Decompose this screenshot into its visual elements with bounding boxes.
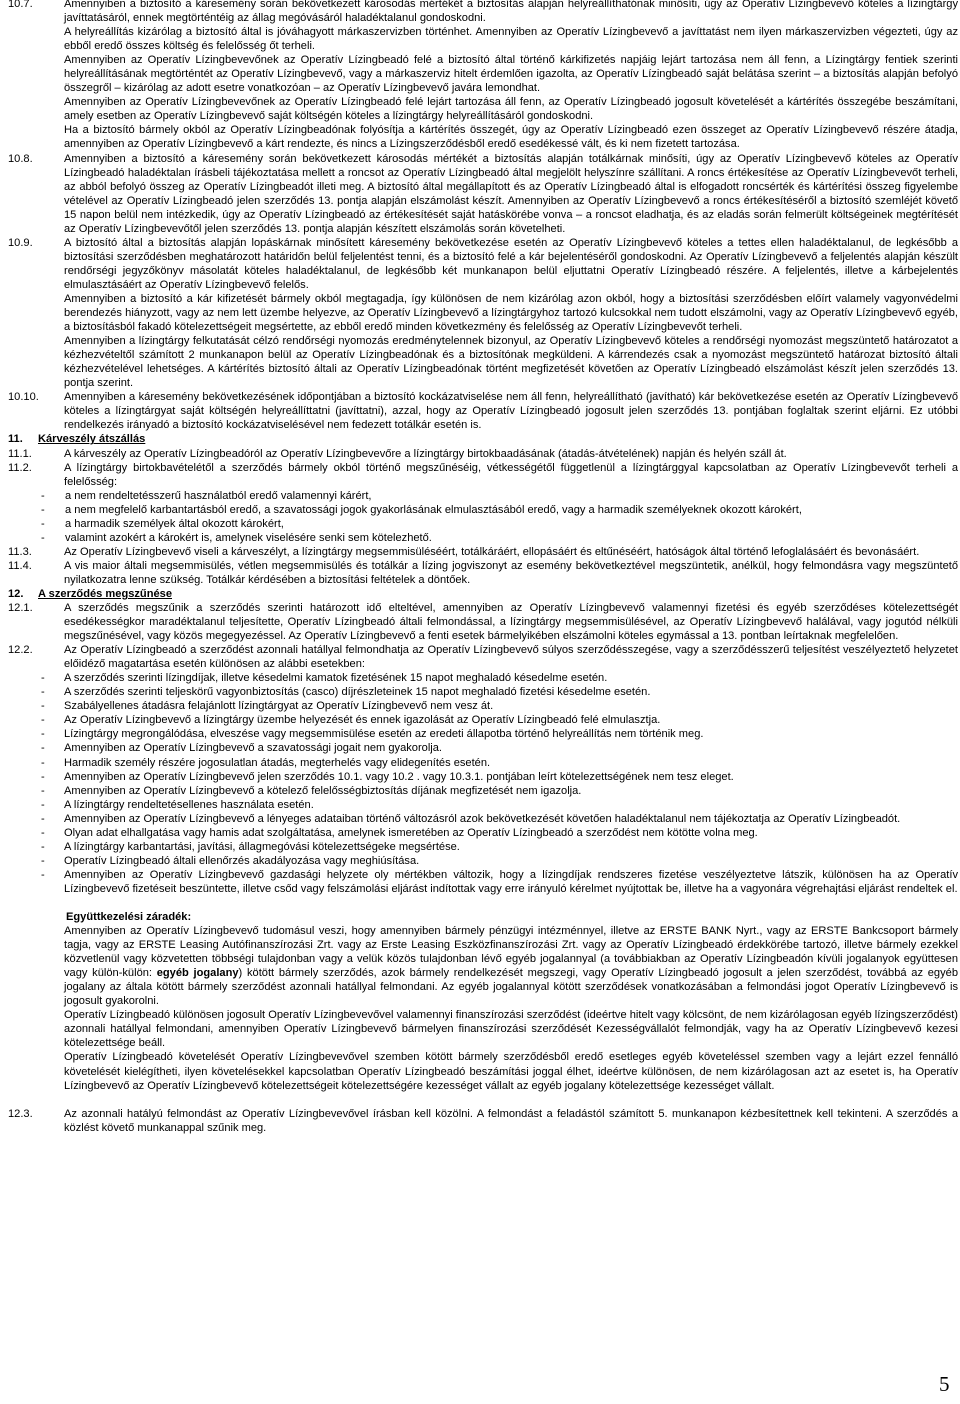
numbered-paragraph xyxy=(0,545,960,559)
list-item xyxy=(0,671,960,685)
list-item-text: Amennyiben az Operatív Lízingbevevő a szavatossági jogait nem gyakorolja. xyxy=(64,742,443,755)
paragraph-number: 10.9. xyxy=(8,236,33,249)
list-item-text: Operatív Lízingbeadó általi ellenőrzés akadályozása vagy meghiúsítása. xyxy=(64,854,420,867)
numbered-paragraph xyxy=(0,461,960,489)
paragraph: Operatív Lízingbeadó követelését Operatív Lízingbevevővel szemben kötött bármely szerződésből eredő esetleges egyéb követeléssel szemben vagy a lejárt ezzel fennálló követelését kielégítheti, ilyen követelésekkel kapcsolatban Operatív Lízingbeadó beszámítási joggal élhet, ideértve különösen, de nem kizárólagosan azt az esetet is, ha Operatív Lízingbevevő az Operatív Lízingbevevő kötelezettségeit kötelezettségére kezességet vállalt az egyéb jogalany kötelezettsége kezességet vállalt. xyxy=(64,1051,958,1092)
list-item-text: a harmadik személyek által okozott károkért, xyxy=(65,517,284,530)
paragraph-text: Az Operatív Lízingbeadó a szerződést azonnali hatállyal felmondhatja az Operatív Lízingbevevő súlyos szerződésszegése, vagy a szerződésszerű teljesítést veszélyeztető helyzetet előidéző magatartása esetén különösen az alábbi esetekben: xyxy=(64,644,958,671)
section-heading xyxy=(0,587,960,601)
paragraph-text: Amennyiben a biztosító a káresemény során bekövetkezett károsodás mértékét a biztosítás alapján totálkárnak minősíti, úgy az Operatív Lízingbevevő köteles az Operatív Lízingbeadó haladéktalan írásbeli tájékoztatása mellett a roncsot az Operatív Lízingbeadó által megjelölt helyszínre szállítani. A roncs értékesítése az Operatív Lízingbevevőt terheli, az abból befolyó összeg az Operatív Lízingbeadót illeti meg. A biztosító által megállapított és az Operatív Lízingbeadó által is elfogadott roncsérték és kártérítési összeg figyelembe vételével az Operatív Lízingbeadó jelen szerződés 13. pontja alapján elszámolást készít. Amennyiben az Operatív Lízingbevevő a roncs értékesítéséről a biztosító szemléjét követő 15 napon belül nem intézkedik, úgy az Operatív Lízingbeadó az értékesítését saját hatáskörébe vonva – a roncsot eladhatja, és az eladás során felmerült költségeinek megtérítését az Operatív Lízingbevevőtől jelen szerződés 13. pontja alapján készített elszámolás során követelheti. xyxy=(64,152,958,235)
list-item xyxy=(0,517,960,531)
list-item xyxy=(0,798,960,812)
numbered-paragraph xyxy=(0,236,960,292)
paragraph-number: 10.10. xyxy=(8,391,39,404)
bold-term: egyéb jogalany xyxy=(156,967,239,980)
section-heading xyxy=(0,432,960,446)
list-item xyxy=(0,826,960,840)
dash-bullet: - xyxy=(41,770,45,783)
paragraph-number: 11.2. xyxy=(8,461,32,474)
list-item-text: Az Operatív Lízingbevevő a lízingtárgy üzembe helyezését és ennek igazolását az Operatív Lízingbeadó felé elmulasztja. xyxy=(64,714,661,727)
dash-bullet: - xyxy=(41,672,45,685)
list-item-text: A szerződés szerinti teljeskörű vagyonbiztosítás (casco) díjrészleteinek 15 napot meghaladó fizetési késedelme esetén. xyxy=(64,686,651,699)
list-item xyxy=(0,531,960,545)
list-item-text: valamint azokért a károkért is, amelynek viselésére senki sem kötelezhető. xyxy=(65,531,432,544)
section-number: 11. xyxy=(8,433,23,446)
numbered-paragraph xyxy=(0,559,960,587)
numbered-paragraph xyxy=(0,390,960,432)
paragraph-number: 11.3. xyxy=(8,545,32,558)
section-title: Kárveszély átszállás xyxy=(38,433,146,446)
paragraph-number: 12.3. xyxy=(8,1107,33,1120)
paragraph-number: 12.2. xyxy=(8,644,33,657)
dash-bullet: - xyxy=(41,531,45,544)
dash-bullet: - xyxy=(41,840,45,853)
paragraph-number: 11.1. xyxy=(8,447,32,460)
list-item xyxy=(0,489,960,503)
paragraph: Amennyiben a biztosító a kár kifizetését bármely okból megtagadja, így különösen de nem kizárólag azon okból, hogy a biztosítási szerződésben előírt valamely vagyonvédelmi berendezés hiányzott, vagy az nem lett üzembe helyezve, az Operatív Lízingbevevő a lízingtárgyhoz tartozó kulcsokkal nem tudott elszámolni, vagy az Operatív Lízingbevevő egyéb, a biztosításból fakadó kötelezettségeit megsértette, az ebből eredő minden következmény és felelősség az Operatív Lízingbevevőt terheli. xyxy=(64,292,958,334)
page-number: 5 xyxy=(939,1372,950,1396)
list-item-text: a nem megfelelő karbantartásból eredő, a szavatossági jogok gyakorlásának elmulasztásából eredő, vagy a harmadik személyeknek okozott károkért, xyxy=(65,503,802,516)
paragraph-text: A biztosító által a biztosítás alapján lopáskárnak minősített káresemény bekövetkezése esetén az Operatív Lízingbevevő köteles a tettes ellen haladéktalanul, de legkésőbb a biztosítási szerződésben meghatározott határidőn belül feljelentést tenni, és a biztosító felé a kár bejelentéséről gondoskodni. Az Operatív Lízingbevevő a feljelentés alapján készült rendőrségi jegyzőkönyv másolatát köteles haladéktalanul, de legkésőbb két munkanapon belül eljuttatni Operatív Lízingbeadó részére. A feljelentés, illetve a kárbejelentés elmulasztásáért az Operatív Lízingbevevő felelős. xyxy=(64,236,958,291)
list-item xyxy=(0,756,960,770)
dash-bullet: - xyxy=(41,812,45,825)
dash-bullet: - xyxy=(41,826,45,839)
paragraph-number: 10.7. xyxy=(8,0,33,10)
paragraph-number: 10.8. xyxy=(8,152,33,165)
paragraph: Operatív Lízingbeadó különösen jogosult Operatív Lízingbevevővel valamennyi finanszírozási szerződést (ideértve hitelt vagy kölcsönt, de nem kizárólagosan egyéb lízingszerződést) azonnali hatállyal felmondani, amennyiben Operatív Lízingbevevő bármelyen finanszírozási szerződését Kezességvállalót felmondják, vagy ha az Operatív Lízingbevevő kezesi kötelezettsége beáll. xyxy=(64,1009,958,1050)
list-item-text: Amennyiben az Operatív Lízingbevevő jelen szerződés 10.1. vagy 10.2 . vagy 10.3.1. pontjában leírt kötelezettségének nem tesz eleget. xyxy=(64,770,734,783)
paragraph: Amennyiben az Operatív Lízingbevevő tudomásul veszi, hogy amennyiben bármely pénzügyi intézménnyel, illetve az ERSTE BANK Nyrt., vagy az ERSTE Bankcsoport bármely tagja, vagy az ERSTE Leasing Autófinanszírozási Zrt. vagy az Erste Leasing Eszközfinanszírozási Zrt. vagy az Operatív Lízingbeadó érdekkörébe tartozó, illetve bármely ezekkel közvetlenül vagy közvetetten többségi tulajdonban vagy a velük közös tulajdonban lévő egyéb jogalannyal (a továbbiakban az Operatív Lízingbeadón kívüli jogalanyok együttesen vagy külön-külön: egyéb jogalany) kötött bármely szerződés, azok bármely rendelkezését megszegi, vagy Operatív Lízingbeadó jogosult a jelen szerződést, továbbá az egyéb jogalany az általa kötött bármely szerződést azonnali hatállyal felmondani. Az egyéb jogalannyal kötött szerződések vonatkozásában a felmondási jogot Operatív Lízingbevevő is jogosult gyakorolni. xyxy=(64,925,958,1008)
list-item xyxy=(0,685,960,699)
dash-bullet: - xyxy=(41,742,45,755)
paragraph-text: A lízingtárgy birtokbavételétől a szerződés bármely okból történő megszűnéséig, vétkességétől függetlenül a lízingtárggyal kapcsolatban az Operatív Lízingbevevőt terheli a felelősség: xyxy=(64,461,958,488)
list-item xyxy=(0,840,960,854)
list-item-text: Lízingtárgy megrongálódása, elveszése vagy megsemmisülése esetén az eredeti állapotba történő helyreállítás nem történik meg. xyxy=(64,728,704,741)
list-item xyxy=(0,784,960,798)
list-item-text: a nem rendeltetésszerű használatból eredő valamennyi kárért, xyxy=(65,489,372,502)
list-item xyxy=(0,713,960,727)
dash-bullet: - xyxy=(41,854,45,867)
list-item xyxy=(0,503,960,517)
numbered-paragraph xyxy=(0,447,960,461)
list-item xyxy=(0,741,960,755)
dash-bullet: - xyxy=(41,784,45,797)
spacer xyxy=(0,896,960,910)
numbered-paragraph xyxy=(0,0,960,25)
paragraph: A helyreállítás kizárólag a biztosító által is jóváhagyott márkaszervizben történhet. Amennyiben az Operatív Lízingbevevő a javíttatást nem ilyen márkaszervizben végezteti, úgy az ebből eredő összes költség és felelősség őt terheli. xyxy=(64,26,958,53)
paragraph: Amennyiben a lízingtárgy felkutatását célzó rendőrségi nyomozás eredménytelennek bizonyul, az Operatív Lízingbevevő köteles a rendőrségi nyomozást megszüntető határozatot a kézhezvételtől számított 2 munkanapon belül az Operatív Lízingbeadónak és a biztosítónak megküldeni. A kárrendezés csak a nyomozást megszüntető határozat biztosító általi kézhezvételével lehetséges. A kártérítés biztosító általi az Operatív Lízingbeadónak történt megfizetését követően az Operatív Lízingbeadó elszámolást készít jelen szerződés 13. pontja szerint. xyxy=(64,335,958,390)
list-item-text: A szerződés szerinti lízingdíjak, illetve késedelmi kamatok fizetésének 15 napot meghaladó késedelme esetén. xyxy=(64,672,608,685)
paragraph: Amennyiben az Operatív Lízingbevevőnek az Operatív Lízingbeadó felé lejárt tartozása áll fenn, az Operatív Lízingbeadó jogosult követelését a kártérítés összegébe beszámítani, amely esetben az Operatív Lízingbevevő saját költségén köteles a lízingtárgy helyreállításáról gondoskodni. xyxy=(64,96,958,123)
paragraph-text: A szerződés megszűnik a szerződés szerinti határozott idő elteltével, amennyiben az Operatív Lízingbevevő valamennyi fizetési és egyéb szerződéses kötelezettségét esedékességkor maradéktalanul teljesítette, Operatív Lízingbeadó általi felmondással, a lízingtárgy megsemmisülésével, az Operatív Lízingbevevő halálával, vagy jogutód nélküli megszűnésével, vagy közös megegyezéssel. Az Operatív Lízingbevevő a fenti esetek bármelyikében elszámolni köteles egymással a 13. pontban leírtaknak megfelelően. xyxy=(64,602,958,643)
numbered-paragraph xyxy=(0,152,960,236)
list-item xyxy=(0,854,960,868)
section-number: 12. xyxy=(8,587,24,600)
dash-bullet: - xyxy=(41,700,45,713)
list-item-text: Amennyiben az Operatív Lízingbevevő a kötelező felelősségbiztosítás díjának megfizetését nem igazolja. xyxy=(64,784,582,797)
numbered-paragraph xyxy=(0,601,960,643)
dash-bullet: - xyxy=(41,798,45,811)
dash-bullet: - xyxy=(41,489,45,502)
paragraph: Amennyiben az Operatív Lízingbevevőnek az Operatív Lízingbeadó felé a biztosító által történő kárkifizetés napjáig lejárt tartozása nem áll fenn, a Lízingtárgy fentiek szerinti helyreállításának megtörténtét az Operatív Lízingbevevő, vagy a márkaszerviz hitelt érdemlően igazolta, az Operatív Lízingbeadó saját belátása szerint – a biztosítás alapján befolyó összegről – kizárólag az adott esetre vonatkozóan – az Operatív Lízingbevevő javára lemondhat. xyxy=(64,54,958,95)
list-item-text: A lízingtárgy rendeltetésellenes használata esetén. xyxy=(64,798,314,811)
paragraph-text: A vis maior általi megsemmisülés, vétlen megsemmisülés és totálkár a lízing jogviszonyt az esemény bekövetkeztével megszüntetik, anélkül, hogy felmondásra vagy megszüntető nyilatkozatra lenne szükség. Totálkár kérdésében a biztosítási feltételek a döntőek. xyxy=(64,559,958,586)
numbered-paragraph xyxy=(0,643,960,671)
list-item xyxy=(0,727,960,741)
paragraph-text: Amennyiben a káresemény bekövetkezésének időpontjában a biztosító kockázatviselése nem áll fenn, helyreállítható (javítható) kár bekövetkezése esetén az Operatív Lízingbevevő köteles a lízingtárgyat saját költségén helyreállíttatni (javíttatni), azzal, hogy az Operatív Lízingbeadó jogosult jelen szerződés 13. pontjában foglaltak szerint eljárni. Ez utóbbi rendelkezés irányadó a biztosító kockázatviselésével nem fedezett totálkár esetén is. xyxy=(64,391,958,432)
dash-bullet: - xyxy=(41,686,45,699)
list-item xyxy=(0,770,960,784)
list-item xyxy=(0,812,960,826)
paragraph-number: 12.1. xyxy=(8,602,33,615)
list-item xyxy=(0,699,960,713)
list-item-text: Harmadik személy részére jogosulatlan átadás, megterhelés vagy elidegenítés esetén. xyxy=(64,756,491,769)
list-item-text: Szabályellenes átadásra felajánlott lízingtárgyat az Operatív Lízingbevevő nem vesz át. xyxy=(64,700,494,713)
paragraph-text: Az azonnali hatályú felmondást az Operatív Lízingbevevővel írásban kell közölni. A felmondást a feladástól számított 5. munkanapon kézbesítettnek kell tekinteni. A szerződés a közlést követő munkanappal szűnik meg. xyxy=(64,1107,958,1134)
clause-title: Együttkezelési záradék: xyxy=(66,911,192,923)
list-item-text: Amennyiben az Operatív Lízingbevevő gazdasági helyzete oly mértékben változik, hogy a lízingdíjak rendszeres fizetése veszélyeztetve látszik, különösen ha az Operatív Lízingbevevő fizetéseit beszüntette, illetve csőd vagy felszámolási eljárást indítottak vagy erre irányuló kérelmet nyújtottak be, illetve ha a vagyonára végrehajtási eljárást rendeltek el. xyxy=(64,868,958,895)
list-item-text: Olyan adat elhallgatása vagy hamis adat szolgáltatása, amelynek ismeretében az Operatív Lízingbeadó a szerződést nem kötötte volna meg. xyxy=(64,826,758,839)
list-item-text: Amennyiben az Operatív Lízingbevevő a lényeges adataiban történő változásról azok bekövetkezését követően haladéktalanul nem tájékoztatja az Operatív Lízingbeadót. xyxy=(64,812,901,825)
list-item xyxy=(0,868,960,896)
paragraph: Ha a biztosító bármely okból az Operatív Lízingbeadónak folyósítja a kártérítés összegét, úgy az Operatív Lízingbeadó ezen összeget az Operatív Lízingbevevő részére átadja, amennyiben az Operatív Lízingbevevő a kárt rendezte, és nincs a Lízingszerződésből eredő esedékessé vált, és ki nem fizetett tartozása. xyxy=(64,124,958,151)
list-item-text: A lízingtárgy karbantartási, javítási, állagmegóvási kötelezettségeke megsértése. xyxy=(64,840,460,853)
dash-bullet: - xyxy=(41,517,45,530)
section-title: A szerződés megszűnése xyxy=(38,587,172,600)
dash-bullet: - xyxy=(41,503,45,516)
dash-bullet: - xyxy=(41,728,45,741)
paragraph-number: 11.4. xyxy=(8,559,32,572)
dash-bullet: - xyxy=(41,714,45,727)
paragraph-text: Amennyiben a biztosító a káresemény során bekövetkezett károsodás mértékét a biztosítás alapján helyreállíthatónak minősíti, úgy az Operatív Lízingbevevő köteles a lízingtárgy javíttatásáról, ennek megtörténtéig az állag megóvásáról haladéktalanul gondoskodni. xyxy=(64,0,958,25)
paragraph-text: Az Operatív Lízingbevevő viseli a kárveszélyt, a lízingtárgy megsemmisüléséért, totálkáráért, ellopásáért és eltűnéséért, hatóságok által történő lefoglalásáért és bevonásáért. xyxy=(64,545,920,558)
dash-bullet: - xyxy=(41,756,45,769)
dash-bullet: - xyxy=(41,868,45,881)
spacer xyxy=(0,1093,960,1107)
paragraph-text: A kárveszély az Operatív Lízingbeadóról az Operatív Lízingbevevőre a lízingtárgy birtokbaadásának (átadás-átvételének) napján és helyén száll át. xyxy=(64,447,787,460)
numbered-paragraph xyxy=(0,1107,960,1135)
